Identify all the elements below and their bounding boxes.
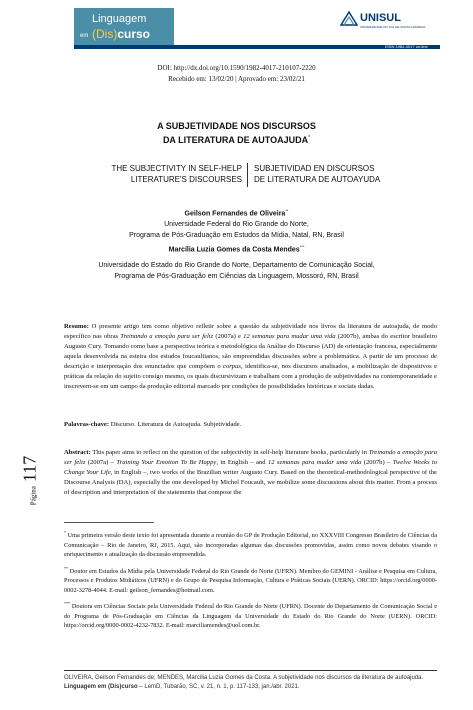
author-affiliation: Programa de Pós-Graduação em Ciências da Linguagem, Mossoró, RN, Brasil [114,272,359,280]
publisher-slogan: UNIVERSIDADE DO SUL DE SANTA CATARINA [360,25,426,29]
title-divider [247,163,248,187]
resumo-label: Resumo: [64,323,89,330]
journal-header [0,0,473,52]
title-footnote-marker: * [308,135,311,141]
footnotes [64,528,437,635]
page-number: 117 [19,455,40,483]
footnote-separator [64,522,154,523]
page-indicator [10,440,50,540]
author-affiliation: Universidade Federal do Rio Grande do Norte, [164,221,309,229]
author-affiliation: Universidade do Estado do Rio Grande do Norte, Departamento de Comunicação Social, [98,261,375,269]
footnote: ** Doutor em Estudos da Mídia pela Universidade Federal do Rio Grande do Norte (UFRN). Membro do GEMINI - Análise e Pesquisa em Cultura, Processos e Produtos Midiáticos (UFRN) e do Grupo de Pesquisa Informação, Cultura e Práticas Sociais (UERN). ORCID: https://orcid.org/0000-0002-3278-4044. E-mail: geilson_fernandes@hotmail.com. [64,565,437,594]
keywords-label: Palavras-chave: [64,421,110,428]
citation-journal: Linguagem em (Dis)curso [64,684,138,690]
palavras-chave: Palavras-chave: Discurso. Literatura de Autoajuda. Subjetividade. [64,421,242,428]
abstract-label: Abstract: [64,449,91,456]
author-block [60,205,413,282]
title-line-1: A SUBJETIVIDADE NOS DISCURSOS [157,121,316,131]
submission-dates: Recebido em: 13/02/20 | Aprovado em: 23/02/21 [168,75,305,83]
page-label: Página [29,486,38,506]
author-affiliation: Programa de Pós-Graduação em Estudos da Mídia, Natal, RN, Brasil [129,232,344,240]
resumo: Resumo: O presente artigo tem como objetivo refletir sobre a questão da subjetividade nos livros da literatura de autoajuda, de modo específico nas obras Treinando a emoção para ser feliz (2007a) e 12 semanas para mudar uma vida (2007b), ambas do escritor brasileiro Augusto Cury. Tomando como base a perspectiva teórica e metodológica da Análise do Discurso (AD) de orientação francesa, especialmente aquela desenvolvida na esteira dos estudos foucaultianos, são empreendidas discussões sobre a problemática. A partir de um processo de descrição e interpretação dos enunciados que compõem o corpus, identifica-se, nos discursos analisados, a mobilização de dispositivos e práticas da relação do sujeito consigo mesmo, os quais discursivizam e trabalham com a produção de subjetividades na contemporaneidade e inscrevem-se em um campo da produção editorial marcado por condições de possibilidades históricas e sociais dadas. [64,323,437,390]
publisher-mark-icon [340,10,358,26]
journal-logo-line1: Linguagem [92,13,147,25]
author-name: Geilson Fernandes de Oliveira** [184,208,289,218]
footnote: *** Doutora em Ciências Sociais pela Universidade Federal do Rio Grande do Norte (UFRN). Docente do Departamento de Comunicação Social e do Programa de Pós-Graduação em Ciências da Linguagem da Universidade do Estado do Rio Grande do Norte (UERN). ORCID: https://orcid.org/0000-0002-4232-7832. E-mail: marciliamendes@uol.com.br. [64,601,437,630]
citation-separator [64,670,437,671]
footnote: * Uma primeira versão deste texto foi apresentada durante a reunião do GP de Produção Editorial, no XXXVIII Congresso Brasileiro de Ciências da Comunicação – Rio de Janeiro, RJ, 2015. Aqui, são incorporadas algumas das discussões promovidas, assim como novos debates visando o enriquecimento e atualização da discussão empreendida. [64,530,437,559]
publisher-name: UNISUL [360,12,401,24]
title-english: THE SUBJECTIVITY IN SELF-HELP LITERATURE'S DISCOURSES [111,164,242,184]
title-line-2: DA LITERATURA DE AUTOAJUDA* [162,135,311,145]
publisher-logo [340,8,440,48]
article-title [70,120,403,146]
journal-logo-line2: (Dis)curso [92,27,151,41]
issn: ISSN 1982-4017 on-line [385,44,428,49]
title-spanish: SUBJETIVIDAD EN DISCURSOS DE LITERATURA DE AUTOAYUDA [254,164,381,184]
doi: DOI: http://dx.doi.org/10.1590/1982-4017-210107-2220 [157,64,316,72]
abstract: Abstract: This paper aims to reflect on the question of the subjectivity in self-help literature books, particularly in Treinando a emoção para ser feliz (2007a) – Training Your Emotion To Be Happy, in English – and 12 semanas para mudar uma vida (2007b) – Twelve Weeks to Change Your Life, in English –, two works of the Brazilian writer Augusto Cury. Based on the theoretical-methodological perspective of the Discourse Analysis (DA), especially the one developed by Michel Foucault, we mobilize some discussions about this matter. From a process of description and interpretation of the statements that compose the [64,449,437,496]
journal-logo-em: em [80,33,89,39]
citation: OLIVEIRA, Geilson Fernandes de; MENDES, Marcília Luzia Gomes da Costa. A subjetividade nos discursos da literatura de autoajuda. Linguagem em (Dis)curso – LemD, Tubarão, SC, v. 21, n. 1, p. 117-133, jan./abr. 2021. [64,675,424,690]
journal-logo [74,8,174,46]
author-name: Marcília Luzia Gomes da Costa Mendes*** [168,244,305,254]
